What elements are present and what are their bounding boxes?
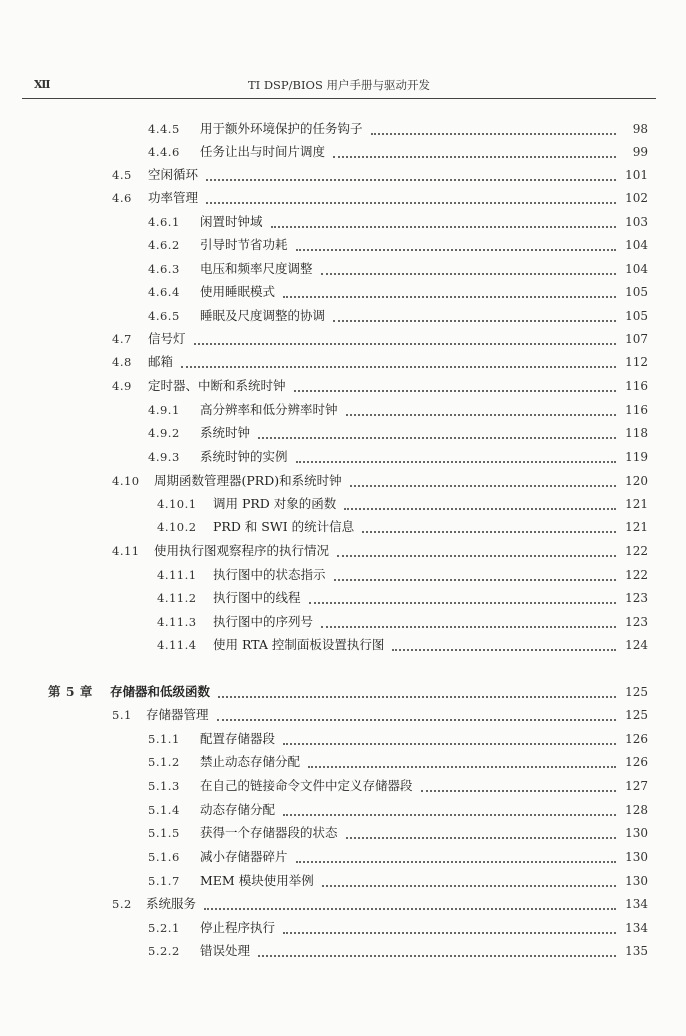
toc-entry[interactable] (157, 565, 648, 585)
dot-leader (362, 530, 616, 533)
toc-section-number: 4.6.4 (148, 285, 180, 299)
toc-section-title: 配置存储器段 (200, 729, 279, 749)
dot-leader (309, 601, 616, 604)
toc-section-number: 5.2.2 (148, 944, 180, 958)
toc-page-number: 101 (625, 168, 648, 182)
toc-section-number: 4.11.2 (157, 591, 197, 605)
toc-section-number: 4.10 (112, 474, 140, 488)
toc-section-title: 信号灯 (148, 329, 190, 349)
toc-page-number: 112 (625, 355, 648, 369)
toc-section-title: 定时器、中断和系统时钟 (148, 376, 290, 396)
toc-section-number: 5.1.2 (148, 755, 180, 769)
toc-entry[interactable] (112, 165, 648, 185)
toc-section-title: 执行图中的序列号 (213, 612, 317, 632)
toc-section-title: 任务让出与时间片调度 (200, 142, 329, 162)
toc-section-title: 禁止动态存储分配 (200, 752, 304, 772)
toc-page-number: 105 (625, 285, 648, 299)
toc-section-number: 5.1.5 (148, 826, 180, 840)
toc-section-title: 睡眠及尺度调整的协调 (200, 306, 329, 326)
toc-page-number: 123 (625, 615, 648, 629)
toc-section-number: 5.1.3 (148, 779, 180, 793)
toc-section-title: 系统时钟 (200, 423, 254, 443)
dot-leader (322, 884, 616, 887)
toc-page-number: 122 (625, 544, 648, 558)
toc-section-number: 4.6.5 (148, 309, 180, 323)
toc-page-number: 135 (625, 944, 648, 958)
dot-leader (206, 178, 616, 181)
header-rule (22, 98, 656, 99)
toc-section-title: 使用执行图观察程序的执行情况 (154, 541, 333, 561)
dot-leader (258, 436, 616, 439)
dot-leader (296, 460, 616, 463)
toc-entry[interactable] (157, 494, 648, 514)
dot-leader (218, 695, 616, 698)
toc-section-title: 功率管理 (148, 188, 202, 208)
dot-leader (217, 718, 616, 721)
toc-section-title: 系统时钟的实例 (200, 447, 292, 467)
toc-section-title: 系统服务 (146, 894, 200, 914)
toc-entry[interactable] (157, 588, 648, 608)
toc-entry[interactable] (148, 752, 648, 772)
dot-leader (346, 836, 616, 839)
book-title: TI DSP/BIOS 用户手册与驱动开发 (247, 78, 431, 92)
toc-entry[interactable] (148, 119, 648, 139)
toc-section-number: 5.1.7 (148, 874, 180, 888)
toc-entry[interactable] (148, 823, 648, 843)
dot-leader (421, 789, 616, 792)
dot-leader (283, 295, 616, 298)
toc-entry[interactable] (157, 635, 648, 655)
toc-section-number: 4.11.3 (157, 615, 197, 629)
toc-page-number: 125 (625, 708, 648, 722)
toc-page-number: 122 (625, 568, 648, 582)
toc-page-number: 130 (625, 850, 648, 864)
toc-entry[interactable] (112, 329, 648, 349)
dot-leader (392, 648, 616, 651)
toc-section-number: 5.1.4 (148, 803, 180, 817)
toc-section-number: 4.6.2 (148, 238, 180, 252)
dot-leader (283, 931, 616, 934)
toc-page-number: 105 (625, 309, 648, 323)
toc-entry[interactable] (148, 259, 648, 279)
toc-section-title: 使用 RTA 控制面板设置执行图 (213, 635, 388, 655)
toc-page-number: 118 (625, 426, 648, 440)
toc-entry[interactable] (148, 423, 648, 443)
dot-leader (333, 155, 616, 158)
toc-section-title: 周期函数管理器(PRD)和系统时钟 (154, 471, 346, 491)
toc-section-title: 电压和频率尺度调整 (200, 259, 317, 279)
toc-page-number: 126 (625, 755, 648, 769)
toc-section-number: 4.9.3 (148, 450, 180, 464)
toc-section-number: 4.9 (112, 379, 132, 393)
toc-section-title: MEM 模块使用举例 (200, 871, 318, 891)
toc-section-title: 动态存储分配 (200, 800, 279, 820)
toc-section-title: 闲置时钟域 (200, 212, 267, 232)
toc-page-number: 119 (625, 450, 648, 464)
toc-entry[interactable] (112, 894, 648, 914)
toc-section-title: 使用睡眠模式 (200, 282, 279, 302)
toc-section-number: 5.2.1 (148, 921, 180, 935)
toc-section-title: 空闲循环 (148, 165, 202, 185)
toc-section-number: 4.4.5 (148, 122, 180, 136)
toc-section-number: 4.11.1 (157, 568, 197, 582)
toc-entry[interactable] (148, 212, 648, 232)
toc-page-number: 128 (625, 803, 648, 817)
toc-section-title: 邮箱 (148, 352, 177, 372)
toc-section-number: 5.2 (112, 897, 132, 911)
toc-entry[interactable] (112, 376, 648, 396)
toc-entry[interactable] (112, 541, 648, 561)
toc-entry[interactable] (157, 517, 648, 537)
dot-leader (371, 132, 616, 135)
toc-section-number: 4.9.1 (148, 403, 180, 417)
dot-leader (296, 248, 616, 251)
dot-leader (333, 319, 616, 322)
toc-page-number: 134 (625, 897, 648, 911)
toc-section-number: 4.5 (112, 168, 132, 182)
toc-page-number: 120 (625, 474, 648, 488)
dot-leader (181, 365, 616, 368)
dot-leader (334, 578, 616, 581)
toc-entry[interactable] (148, 800, 648, 820)
toc-section-title: 高分辨率和低分辨率时钟 (200, 400, 342, 420)
dot-leader (271, 225, 616, 228)
toc-page-number: 99 (632, 145, 648, 159)
toc-entry[interactable] (148, 447, 648, 467)
toc-section-number: 4.6.3 (148, 262, 180, 276)
toc-page-number: 130 (625, 874, 648, 888)
toc-entry[interactable] (148, 235, 648, 255)
toc-section-title: 存储器管理 (146, 705, 213, 725)
toc-section-title: 获得一个存储器段的状态 (200, 823, 342, 843)
toc-page-number: 104 (625, 238, 648, 252)
toc-page-number: 125 (625, 685, 648, 699)
dot-leader (337, 554, 616, 557)
dot-leader (344, 507, 616, 510)
toc-page-number: 126 (625, 732, 648, 746)
toc-page-number: 116 (625, 403, 648, 417)
toc-page-number: 98 (632, 122, 648, 136)
toc-section-title: 执行图中的线程 (213, 588, 305, 608)
toc-entry[interactable] (112, 188, 648, 208)
toc-section-number: 4.8 (112, 355, 132, 369)
toc-section-title: 停止程序执行 (200, 918, 279, 938)
dot-leader (206, 201, 616, 204)
toc-entry[interactable] (148, 871, 648, 891)
toc-section-number: 5.1 (112, 708, 132, 722)
toc-section-number: 4.6.1 (148, 215, 180, 229)
toc-entry[interactable] (148, 282, 648, 302)
dot-leader (294, 389, 616, 392)
toc-section-title: PRD 和 SWI 的统计信息 (213, 517, 358, 537)
toc-section-number: 第 5 章 (48, 684, 93, 699)
toc-entry[interactable] (148, 918, 648, 938)
dot-leader (204, 907, 616, 910)
toc-section-number: 5.1.1 (148, 732, 180, 746)
toc-entry[interactable] (112, 352, 648, 372)
toc-entry[interactable] (148, 400, 648, 420)
toc-section-title: 在自己的链接命令文件中定义存储器段 (200, 776, 417, 796)
dot-leader (283, 742, 616, 745)
toc-section-number: 4.10.2 (157, 520, 197, 534)
toc-entry[interactable] (112, 471, 648, 491)
toc-page-number: 130 (625, 826, 648, 840)
toc-section-number: 4.4.6 (148, 145, 180, 159)
toc-page-number: 116 (625, 379, 648, 393)
dot-leader (258, 954, 616, 957)
toc-entry[interactable] (48, 682, 648, 702)
dot-leader (321, 272, 616, 275)
toc-entry[interactable] (148, 847, 648, 867)
dot-leader (308, 765, 616, 768)
toc-page-number: 102 (625, 191, 648, 205)
toc-entry[interactable] (148, 729, 648, 749)
toc-page-number: 107 (625, 332, 648, 346)
toc-section-number: 4.11.4 (157, 638, 197, 652)
toc-page-number: 121 (625, 520, 648, 534)
dot-leader (194, 342, 616, 345)
toc-entry[interactable] (148, 142, 648, 162)
toc-section-title: 执行图中的状态指示 (213, 565, 330, 585)
toc-section-title: 存储器和低级函数 (110, 682, 214, 702)
toc-section-number: 4.6 (112, 191, 132, 205)
toc-entry[interactable] (112, 705, 648, 725)
toc-section-title: 错误处理 (200, 941, 254, 961)
toc-section-number: 4.11 (112, 544, 140, 558)
running-header (22, 74, 656, 96)
page-number: Ⅻ (34, 78, 51, 91)
toc-page-number: 103 (625, 215, 648, 229)
dot-leader (283, 813, 616, 816)
toc-section-number: 5.1.6 (148, 850, 180, 864)
toc-page-number: 134 (625, 921, 648, 935)
toc-entry[interactable] (148, 941, 648, 961)
dot-leader (350, 484, 616, 487)
toc-entry[interactable] (148, 306, 648, 326)
dot-leader (321, 625, 616, 628)
toc-page-number: 124 (625, 638, 648, 652)
dot-leader (296, 860, 616, 863)
toc-section-title: 减小存储器碎片 (200, 847, 292, 867)
toc-entry[interactable] (157, 612, 648, 632)
toc-section-title: 用于额外环境保护的任务钩子 (200, 119, 367, 139)
toc-section-number: 4.10.1 (157, 497, 197, 511)
toc-page-number: 104 (625, 262, 648, 276)
toc-page-number: 123 (625, 591, 648, 605)
toc-section-number: 4.7 (112, 332, 132, 346)
toc-entry[interactable] (148, 776, 648, 796)
toc-page-number: 121 (625, 497, 648, 511)
toc-section-number: 4.9.2 (148, 426, 180, 440)
toc-section-title: 调用 PRD 对象的函数 (213, 494, 340, 514)
toc-page-number: 127 (625, 779, 648, 793)
dot-leader (346, 413, 616, 416)
toc-section-title: 引导时节省功耗 (200, 235, 292, 255)
